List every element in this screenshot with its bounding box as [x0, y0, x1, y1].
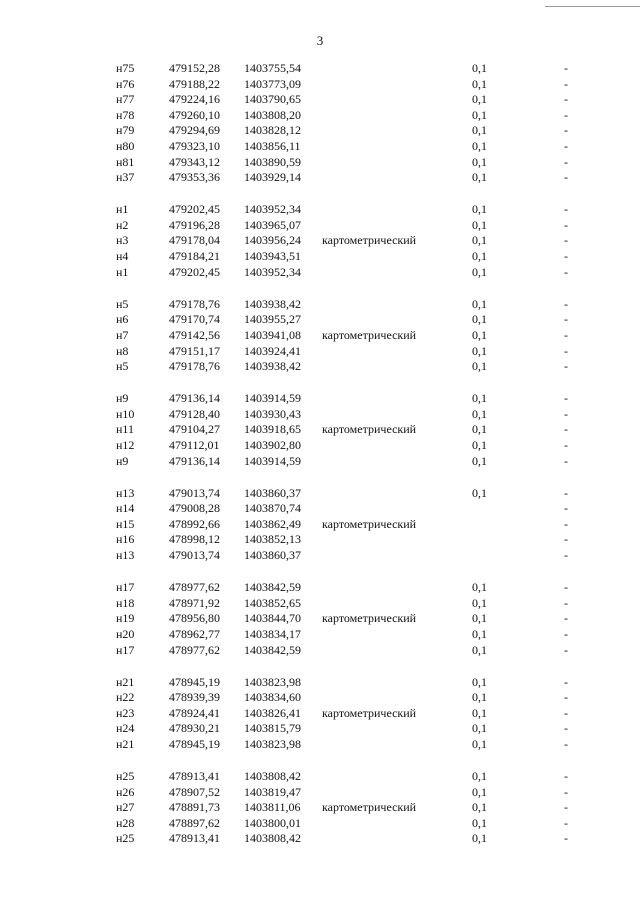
description-cell: - — [564, 406, 568, 421]
accuracy-cell: 0,1 — [472, 202, 487, 217]
table-row — [0, 454, 640, 470]
coord-x-cell: 479224,16 — [169, 92, 220, 107]
coord-y-cell: 1403808,42 — [244, 769, 301, 784]
description-cell: - — [564, 327, 568, 342]
point-name-cell: н22 — [116, 690, 135, 705]
point-name-cell: н17 — [116, 580, 135, 595]
point-name-cell: н5 — [116, 296, 129, 311]
coord-x-cell: 479013,74 — [169, 485, 220, 500]
point-name-cell: н76 — [116, 76, 135, 91]
coord-y-cell: 1403918,65 — [244, 422, 301, 437]
coord-x-cell: 478971,92 — [169, 595, 220, 610]
coord-y-cell: 1403930,43 — [244, 406, 301, 421]
table-row — [0, 611, 640, 627]
table-row — [0, 249, 640, 265]
coord-x-cell: 479178,76 — [169, 296, 220, 311]
coord-x-cell: 479178,04 — [169, 233, 220, 248]
accuracy-cell: 0,1 — [472, 327, 487, 342]
point-name-cell: н9 — [116, 391, 129, 406]
description-cell: - — [564, 233, 568, 248]
accuracy-cell: 0,1 — [472, 831, 487, 846]
table-row — [0, 202, 640, 218]
point-name-cell: н25 — [116, 831, 135, 846]
point-name-cell: н27 — [116, 800, 135, 815]
accuracy-cell: 0,1 — [472, 107, 487, 122]
description-cell: - — [564, 690, 568, 705]
table-row — [0, 139, 640, 155]
point-name-cell: н14 — [116, 501, 135, 516]
coord-x-cell: 478998,12 — [169, 532, 220, 547]
table-row — [0, 831, 640, 847]
table-row — [0, 77, 640, 93]
coord-x-cell: 478924,41 — [169, 705, 220, 720]
description-cell: - — [564, 437, 568, 452]
accuracy-cell: 0,1 — [472, 595, 487, 610]
description-cell: - — [564, 312, 568, 327]
coord-y-cell: 1403952,34 — [244, 264, 301, 279]
description-cell: - — [564, 548, 568, 563]
coord-y-cell: 1403808,42 — [244, 831, 301, 846]
description-cell: - — [564, 217, 568, 232]
description-cell: - — [564, 532, 568, 547]
point-name-cell: н26 — [116, 784, 135, 799]
description-cell: - — [564, 626, 568, 641]
table-row — [0, 92, 640, 108]
coord-y-cell: 1403790,65 — [244, 92, 301, 107]
coord-y-cell: 1403856,11 — [244, 138, 301, 153]
coord-x-cell: 479151,17 — [169, 343, 220, 358]
table-row — [0, 706, 640, 722]
coord-y-cell: 1403808,20 — [244, 107, 301, 122]
description-cell: - — [564, 359, 568, 374]
coord-y-cell: 1403938,42 — [244, 359, 301, 374]
coord-x-cell: 478977,62 — [169, 580, 220, 595]
description-cell: - — [564, 422, 568, 437]
point-name-cell: н10 — [116, 406, 135, 421]
table-row — [0, 233, 640, 249]
point-name-cell: н21 — [116, 736, 135, 751]
point-name-cell: н12 — [116, 437, 135, 452]
coord-x-cell: 479202,45 — [169, 264, 220, 279]
coord-x-cell: 478945,19 — [169, 674, 220, 689]
accuracy-cell: 0,1 — [472, 736, 487, 751]
accuracy-cell: 0,1 — [472, 217, 487, 232]
description-cell: - — [564, 453, 568, 468]
point-name-cell: н25 — [116, 769, 135, 784]
accuracy-cell: 0,1 — [472, 721, 487, 736]
table-row — [0, 123, 640, 139]
point-name-cell: н75 — [116, 61, 135, 75]
table-row — [0, 548, 640, 564]
point-name-cell: н11 — [116, 422, 134, 437]
description-cell: - — [564, 123, 568, 138]
coord-y-cell: 1403965,07 — [244, 217, 301, 232]
description-cell: - — [564, 580, 568, 595]
point-name-cell: н81 — [116, 154, 135, 169]
contour-group — [0, 675, 640, 753]
contour-group — [0, 391, 640, 469]
coord-y-cell: 1403823,98 — [244, 736, 301, 751]
description-cell: - — [564, 736, 568, 751]
coord-y-cell: 1403755,54 — [244, 61, 301, 75]
coord-x-cell: 479013,74 — [169, 548, 220, 563]
point-name-cell: н2 — [116, 217, 129, 232]
accuracy-cell: 0,1 — [472, 485, 487, 500]
table-row — [0, 407, 640, 423]
coord-y-cell: 1403914,59 — [244, 391, 301, 406]
table-row — [0, 501, 640, 517]
coord-y-cell: 1403860,37 — [244, 548, 301, 563]
accuracy-cell: 0,1 — [472, 626, 487, 641]
table-row — [0, 675, 640, 691]
method-cell: картометрический — [322, 611, 417, 626]
point-name-cell: н6 — [116, 312, 129, 327]
method-cell: картометрический — [322, 422, 417, 437]
table-row — [0, 297, 640, 313]
accuracy-cell: 0,1 — [472, 769, 487, 784]
table-row — [0, 769, 640, 785]
accuracy-cell: 0,1 — [472, 800, 487, 815]
coord-x-cell: 479136,14 — [169, 391, 220, 406]
accuracy-cell: 0,1 — [472, 138, 487, 153]
coord-y-cell: 1403941,08 — [244, 327, 301, 342]
description-cell: - — [564, 516, 568, 531]
accuracy-cell: 0,1 — [472, 296, 487, 311]
point-name-cell: н21 — [116, 674, 135, 689]
point-name-cell: н1 — [116, 202, 129, 217]
accuracy-cell: 0,1 — [472, 453, 487, 468]
coord-x-cell: 479112,01 — [169, 437, 220, 452]
description-cell: - — [564, 170, 568, 185]
table-row — [0, 627, 640, 643]
coord-x-cell: 478945,19 — [169, 736, 220, 751]
description-cell: - — [564, 831, 568, 846]
description-cell: - — [564, 343, 568, 358]
page-number: 3 — [316, 33, 324, 48]
point-name-cell: н37 — [116, 170, 135, 185]
coord-y-cell: 1403862,49 — [244, 516, 301, 531]
coord-x-cell: 479353,36 — [169, 170, 220, 185]
coord-y-cell: 1403852,13 — [244, 532, 301, 547]
table-row — [0, 170, 640, 186]
accuracy-cell: 0,1 — [472, 343, 487, 358]
method-cell: картометрический — [322, 327, 417, 342]
table-row — [0, 218, 640, 234]
coord-x-cell: 478891,73 — [169, 800, 220, 815]
description-cell: - — [564, 611, 568, 626]
coord-y-cell: 1403834,17 — [244, 626, 301, 641]
coord-x-cell: 479196,28 — [169, 217, 220, 232]
method-cell: картометрический — [322, 233, 417, 248]
point-name-cell: н13 — [116, 548, 135, 563]
point-name-cell: н19 — [116, 611, 135, 626]
coord-y-cell: 1403870,74 — [244, 501, 301, 516]
contour-group — [0, 486, 640, 564]
table-row — [0, 155, 640, 171]
description-cell: - — [564, 784, 568, 799]
point-name-cell: н80 — [116, 138, 135, 153]
coord-y-cell: 1403938,42 — [244, 296, 301, 311]
table-row — [0, 328, 640, 344]
method-cell: картометрический — [322, 516, 417, 531]
coord-x-cell: 478939,39 — [169, 690, 220, 705]
coord-x-cell: 479188,22 — [169, 76, 220, 91]
coord-y-cell: 1403773,09 — [244, 76, 301, 91]
table-row — [0, 690, 640, 706]
coord-x-cell: 478962,77 — [169, 626, 220, 641]
accuracy-cell: 0,1 — [472, 690, 487, 705]
accuracy-cell: 0,1 — [472, 249, 487, 264]
coord-x-cell: 478977,62 — [169, 642, 220, 657]
point-name-cell: н20 — [116, 626, 135, 641]
contour-group — [0, 297, 640, 375]
description-cell: - — [564, 249, 568, 264]
coord-y-cell: 1403852,65 — [244, 595, 301, 610]
coord-y-cell: 1403826,41 — [244, 705, 301, 720]
table-row — [0, 486, 640, 502]
coord-x-cell: 479142,56 — [169, 327, 220, 342]
method-cell: картометрический — [322, 800, 417, 815]
table-row — [0, 359, 640, 375]
point-name-cell: н7 — [116, 327, 129, 342]
coord-x-cell: 479104,27 — [169, 422, 220, 437]
method-cell: картометрический — [322, 705, 417, 720]
accuracy-cell: 0,1 — [472, 406, 487, 421]
accuracy-cell: 0,1 — [472, 784, 487, 799]
description-cell: - — [564, 92, 568, 107]
table-row — [0, 265, 640, 281]
table-row — [0, 422, 640, 438]
contour-group — [0, 61, 640, 186]
coord-y-cell: 1403844,70 — [244, 611, 301, 626]
description-cell: - — [564, 154, 568, 169]
table-row — [0, 312, 640, 328]
coord-x-cell: 479323,10 — [169, 138, 220, 153]
coord-y-cell: 1403842,59 — [244, 642, 301, 657]
accuracy-cell: 0,1 — [472, 233, 487, 248]
description-cell: - — [564, 138, 568, 153]
accuracy-cell: 0,1 — [472, 422, 487, 437]
point-name-cell: н4 — [116, 249, 129, 264]
coord-x-cell: 479136,14 — [169, 453, 220, 468]
point-name-cell: н79 — [116, 123, 135, 138]
accuracy-cell: 0,1 — [472, 123, 487, 138]
table-row — [0, 61, 640, 77]
table-row — [0, 816, 640, 832]
table-row — [0, 737, 640, 753]
accuracy-cell: 0,1 — [472, 76, 487, 91]
point-name-cell: н17 — [116, 642, 135, 657]
description-cell: - — [564, 391, 568, 406]
description-cell: - — [564, 264, 568, 279]
coord-y-cell: 1403860,37 — [244, 485, 301, 500]
coord-x-cell: 478913,41 — [169, 831, 220, 846]
description-cell: - — [564, 800, 568, 815]
coord-y-cell: 1403952,34 — [244, 202, 301, 217]
coord-x-cell: 479152,28 — [169, 61, 220, 75]
coord-y-cell: 1403929,14 — [244, 170, 301, 185]
coordinates-table — [0, 61, 640, 864]
coord-y-cell: 1403815,79 — [244, 721, 301, 736]
table-row — [0, 800, 640, 816]
point-name-cell: н23 — [116, 705, 135, 720]
table-row — [0, 721, 640, 737]
coord-x-cell: 478913,41 — [169, 769, 220, 784]
point-name-cell: н9 — [116, 453, 129, 468]
coord-y-cell: 1403902,80 — [244, 437, 301, 452]
point-name-cell: н5 — [116, 359, 129, 374]
accuracy-cell: 0,1 — [472, 391, 487, 406]
accuracy-cell: 0,1 — [472, 264, 487, 279]
table-row — [0, 438, 640, 454]
coord-y-cell: 1403943,51 — [244, 249, 301, 264]
description-cell: - — [564, 296, 568, 311]
table-row — [0, 596, 640, 612]
description-cell: - — [564, 815, 568, 830]
table-row — [0, 643, 640, 659]
coord-x-cell: 479184,21 — [169, 249, 220, 264]
coord-y-cell: 1403890,59 — [244, 154, 301, 169]
coord-x-cell: 479128,40 — [169, 406, 220, 421]
coord-x-cell: 479170,74 — [169, 312, 220, 327]
description-cell: - — [564, 642, 568, 657]
accuracy-cell: 0,1 — [472, 642, 487, 657]
point-name-cell: н8 — [116, 343, 129, 358]
table-row — [0, 344, 640, 360]
table-row — [0, 785, 640, 801]
coord-x-cell: 479178,76 — [169, 359, 220, 374]
description-cell: - — [564, 721, 568, 736]
coord-x-cell: 478930,21 — [169, 721, 220, 736]
coord-x-cell: 479260,10 — [169, 107, 220, 122]
contour-group — [0, 769, 640, 847]
description-cell: - — [564, 76, 568, 91]
point-name-cell: н1 — [116, 264, 129, 279]
coord-x-cell: 478956,80 — [169, 611, 220, 626]
point-name-cell: н77 — [116, 92, 135, 107]
coord-y-cell: 1403800,01 — [244, 815, 301, 830]
accuracy-cell: 0,1 — [472, 61, 487, 75]
description-cell: - — [564, 107, 568, 122]
coord-y-cell: 1403828,12 — [244, 123, 301, 138]
point-name-cell: н3 — [116, 233, 129, 248]
accuracy-cell: 0,1 — [472, 674, 487, 689]
coord-y-cell: 1403834,60 — [244, 690, 301, 705]
accuracy-cell: 0,1 — [472, 170, 487, 185]
point-name-cell: н78 — [116, 107, 135, 122]
description-cell: - — [564, 61, 568, 75]
point-name-cell: н24 — [116, 721, 135, 736]
description-cell: - — [564, 705, 568, 720]
table-row — [0, 580, 640, 596]
table-row — [0, 517, 640, 533]
accuracy-cell: 0,1 — [472, 580, 487, 595]
accuracy-cell: 0,1 — [472, 359, 487, 374]
coord-x-cell: 479008,28 — [169, 501, 220, 516]
coord-x-cell: 478907,52 — [169, 784, 220, 799]
table-row — [0, 108, 640, 124]
accuracy-cell: 0,1 — [472, 312, 487, 327]
coord-y-cell: 1403823,98 — [244, 674, 301, 689]
page-edge-rule — [545, 6, 640, 7]
point-name-cell: н13 — [116, 485, 135, 500]
accuracy-cell: 0,1 — [472, 92, 487, 107]
coord-y-cell: 1403956,24 — [244, 233, 301, 248]
description-cell: - — [564, 769, 568, 784]
description-cell: - — [564, 485, 568, 500]
accuracy-cell: 0,1 — [472, 154, 487, 169]
coord-x-cell: 479202,45 — [169, 202, 220, 217]
accuracy-cell: 0,1 — [472, 705, 487, 720]
coord-y-cell: 1403819,47 — [244, 784, 301, 799]
contour-group — [0, 202, 640, 280]
description-cell: - — [564, 501, 568, 516]
coord-x-cell: 478897,62 — [169, 815, 220, 830]
table-row — [0, 532, 640, 548]
coord-x-cell: 479294,69 — [169, 123, 220, 138]
coord-x-cell: 478992,66 — [169, 516, 220, 531]
coord-y-cell: 1403914,59 — [244, 453, 301, 468]
point-name-cell: н28 — [116, 815, 135, 830]
description-cell: - — [564, 595, 568, 610]
coord-y-cell: 1403811,06 — [244, 800, 301, 815]
coord-y-cell: 1403924,41 — [244, 343, 301, 358]
coord-y-cell: 1403955,27 — [244, 312, 301, 327]
accuracy-cell: 0,1 — [472, 815, 487, 830]
description-cell: - — [564, 202, 568, 217]
table-row — [0, 391, 640, 407]
point-name-cell: н16 — [116, 532, 135, 547]
coord-y-cell: 1403842,59 — [244, 580, 301, 595]
accuracy-cell: 0,1 — [472, 611, 487, 626]
description-cell: - — [564, 674, 568, 689]
coord-x-cell: 479343,12 — [169, 154, 220, 169]
point-name-cell: н18 — [116, 595, 135, 610]
contour-group — [0, 580, 640, 658]
point-name-cell: н15 — [116, 516, 135, 531]
accuracy-cell: 0,1 — [472, 437, 487, 452]
